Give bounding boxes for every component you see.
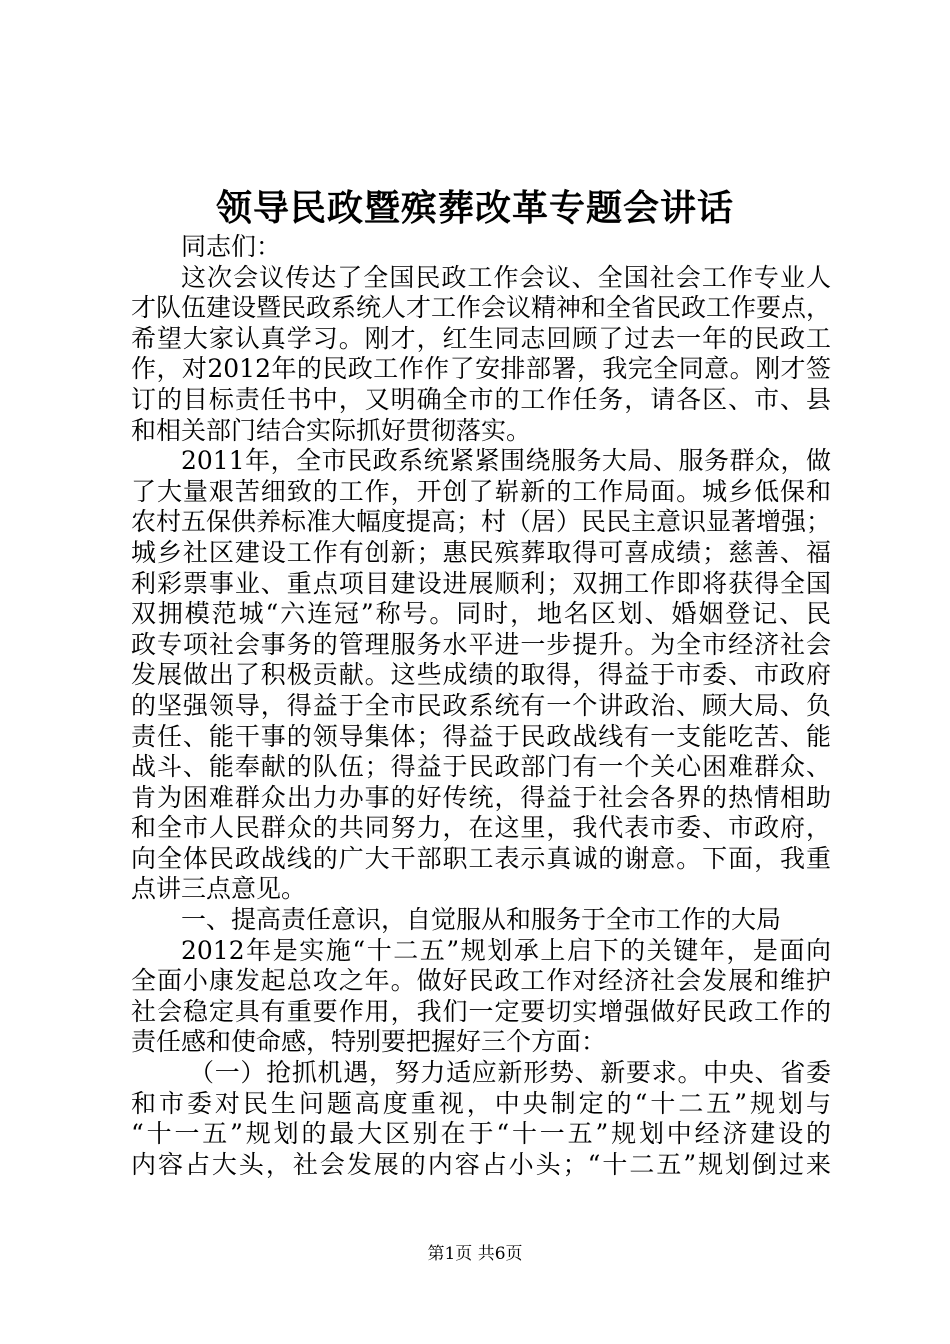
salutation-line: 同志们： [181,232,282,261]
body-line: 向全体民政战线的广大干部职工表示真诚的谢意。下面，我重 [131,843,831,873]
body-line: 战斗、能奉献的队伍；得益于民政部门有一个关心困难群众、 [131,752,831,782]
body-line: 社会稳定具有重要作用，我们一定要切实增强做好民政工作的 [131,996,831,1026]
body-line: 2012年是实施“十二五”规划承上启下的关键年，是面向 [181,935,831,965]
body-line: 全面小康发起总攻之年。做好民政工作对经济社会发展和维护 [131,966,831,996]
body-line: 这次会议传达了全国民政工作会议、全国社会工作专业人 [181,262,831,292]
body-line: 城乡社区建设工作有创新；惠民殡葬取得可喜成绩；慈善、福 [131,537,831,567]
body-line: 责任感和使命感，特别要把握好三个方面： [131,1027,607,1057]
body-line: 才队伍建设暨民政系统人才工作会议精神和全省民政工作要点， [131,293,832,323]
body-line: 农村五保供养标准大幅度提高；村（居）民民主意识显著增强； [131,507,832,537]
body-line: 希望大家认真学习。刚才，红生同志回顾了过去一年的民政工 [131,323,831,353]
body-line: 政专项社会事务的管理服务水平进一步提升。为全市经济社会 [131,629,831,659]
section-heading: 一、提高责任意识，自觉服从和服务于全市工作的大局 [181,905,782,935]
body-line: 点讲三点意见。 [131,874,307,904]
document-body [131,232,831,1180]
body-line: 和市委对民生问题高度重视，中央制定的“十二五”规划与 [131,1088,831,1118]
document-title: 领导民政暨殡葬改革专题会讲话 [215,187,734,229]
body-line: 了大量艰苦细致的工作，开创了崭新的工作局面。城乡低保和 [131,476,831,506]
body-line: 和全市人民群众的共同努力，在这里，我代表市委、市政府， [131,813,831,843]
body-line: 双拥模范城“六连冠”称号。同时，地名区划、婚姻登记、民 [131,599,831,629]
body-line: 2011年，全市民政系统紧紧围绕服务大局、服务群众，做 [181,446,831,476]
body-line: “十一五”规划的最大区别在于“十一五”规划中经济建设的 [131,1119,831,1149]
page-footer: 第1页 共6页 [427,1244,523,1264]
body-line: 利彩票事业、重点项目建设进展顺利；双拥工作即将获得全国 [131,568,831,598]
body-line: 肯为困难群众出力办事的好传统，得益于社会各界的热情相助 [131,782,831,812]
body-line: 和相关部门结合实际抓好贯彻落实。 [131,415,532,445]
body-line: 内容占大头，社会发展的内容占小头；“十二五”规划倒过来 [131,1149,831,1179]
subsection-line: （一）抢抓机遇，努力适应新形势、新要求。中央、省委 [189,1058,831,1088]
body-line: 发展做出了积极贡献。这些成绩的取得，得益于市委、市政府 [131,660,831,690]
body-line: 订的目标责任书中，又明确全市的工作任务，请各区、市、县 [131,384,831,414]
body-line: 作，对2012年的民政工作作了安排部署，我完全同意。刚才签 [131,354,831,384]
body-line: 的坚强领导，得益于全市民政系统有一个讲政治、顾大局、负 [131,690,831,720]
body-line: 责任、能干事的领导集体；得益于民政战线有一支能吃苦、能 [131,721,831,751]
